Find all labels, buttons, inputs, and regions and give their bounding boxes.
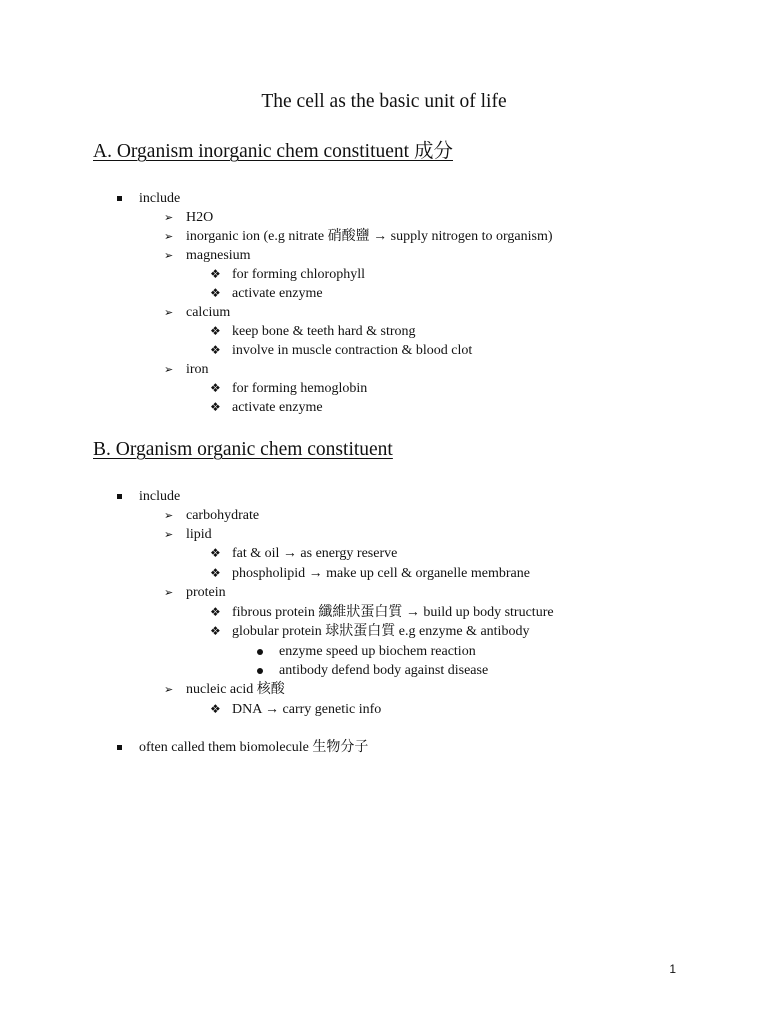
square-bullet-icon [117, 494, 122, 499]
arrow-bullet-icon: ➢ [164, 586, 174, 599]
square-bullet-icon [117, 745, 122, 750]
section-b-heading: B. Organism organic chem constituent [93, 439, 393, 460]
diamond-bullet-icon: ❖ [210, 343, 221, 357]
arrow-bullet-icon: ➢ [164, 363, 174, 376]
square-bullet-icon [117, 196, 122, 201]
diamond-bullet-icon: ❖ [210, 400, 221, 414]
arrow-bullet-icon: ➢ [164, 230, 174, 243]
arrow-bullet-icon: ➢ [164, 306, 174, 319]
arrow-bullet-icon: ➢ [164, 509, 174, 522]
arrow-bullet-icon: ➢ [164, 528, 174, 541]
arrow-bullet-icon: ➢ [164, 683, 174, 696]
page-title: The cell as the basic unit of life [261, 91, 507, 112]
diamond-bullet-icon: ❖ [210, 605, 221, 619]
section-a-heading: A. Organism inorganic chem constituent 成分 [93, 141, 453, 162]
round-bullet-icon [257, 668, 263, 674]
arrow-bullet-icon: ➢ [164, 249, 174, 262]
diamond-bullet-icon: ❖ [210, 702, 221, 716]
round-bullet-icon [257, 649, 263, 655]
diamond-bullet-icon: ❖ [210, 566, 221, 580]
diamond-bullet-icon: ❖ [210, 267, 221, 281]
diamond-bullet-icon: ❖ [210, 546, 221, 560]
arrow-bullet-icon: ➢ [164, 211, 174, 224]
diamond-bullet-icon: ❖ [210, 324, 221, 338]
diamond-bullet-icon: ❖ [210, 286, 221, 300]
diamond-bullet-icon: ❖ [210, 381, 221, 395]
page-number: 1 [669, 962, 676, 976]
diamond-bullet-icon: ❖ [210, 624, 221, 638]
